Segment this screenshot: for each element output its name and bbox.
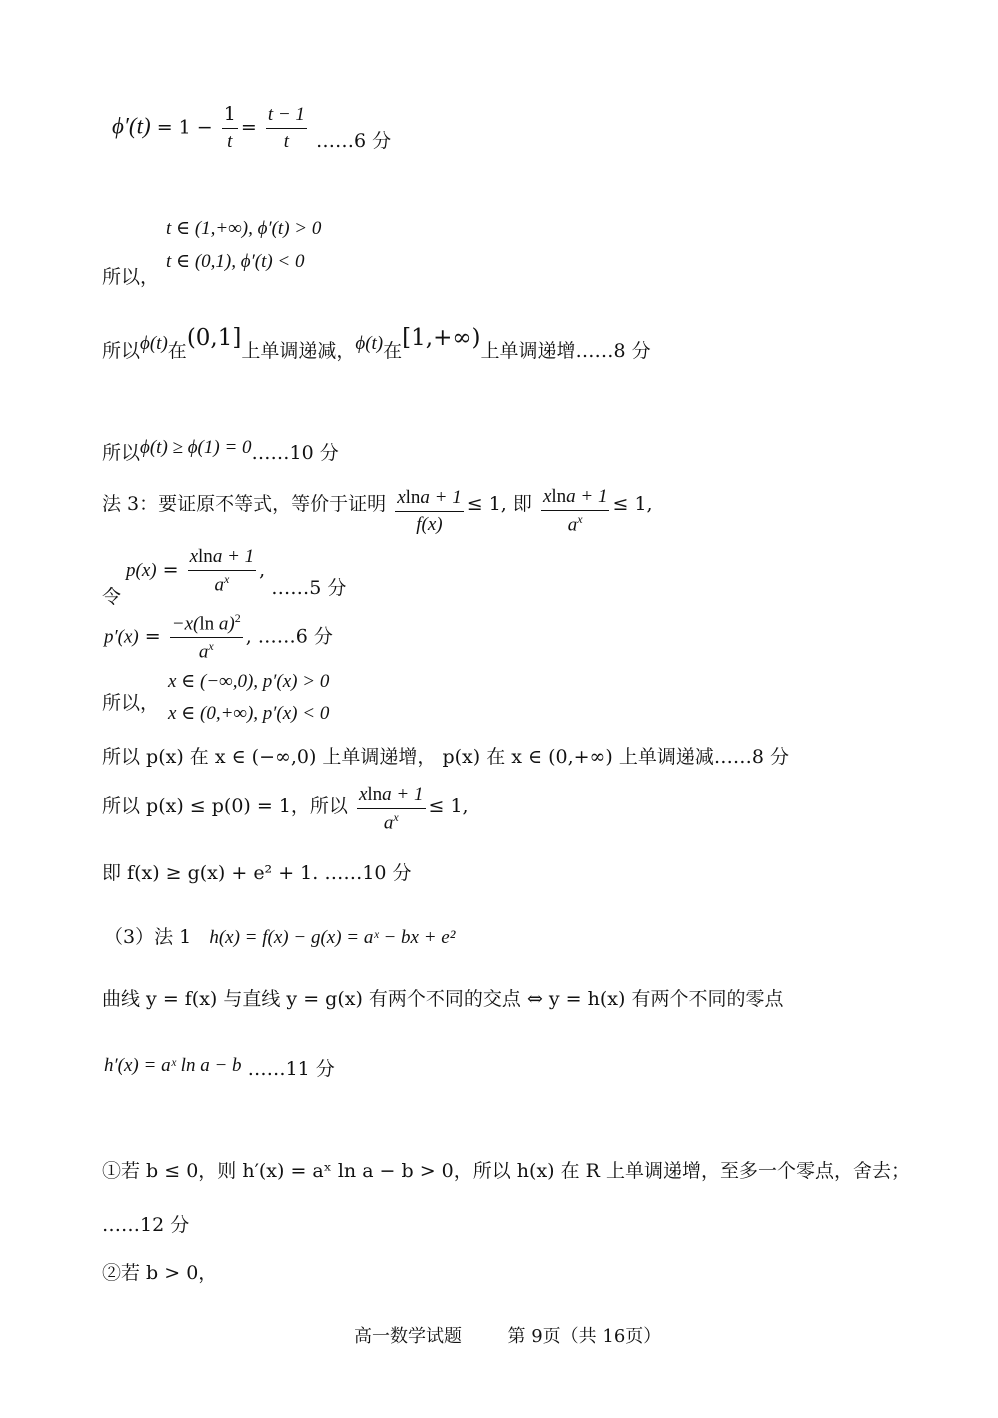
- footer-page-number: 第 9页（共 16页）: [507, 1326, 662, 1347]
- part3-method1-line: （3）法 1 h(x) = f(x) − g(x) = aˣ − bx + e²: [104, 926, 456, 948]
- case2-b-positive-line: ②若 b > 0，: [102, 1262, 218, 1284]
- derivative-phi-line: ϕ′(t) = 1 − $\frac{1}{t}$ = $\frac{t - 1}{t}$ ……6 分: [112, 103, 392, 153]
- page-footer: [354, 1322, 661, 1348]
- phi-case-increasing: t ∈ (1,+∞), ϕ′(t) > 0: [166, 218, 322, 239]
- so-label-1: 所以，: [102, 266, 160, 288]
- score-12-line: ……12 分: [102, 1214, 190, 1236]
- conclusion-line: 即 f(x) ≥ g(x) + e² + 1. ……10 分: [102, 862, 412, 884]
- footer-title: 高一数学试题: [354, 1326, 462, 1347]
- phi-min-line: 所以ϕ(t) ≥ ϕ(1) = 0……10 分: [102, 437, 339, 464]
- so-label-2: 所以，: [102, 692, 160, 714]
- p-case-decreasing: x ∈ (0,+∞), p′(x) < 0: [168, 703, 330, 724]
- method-3-line: 法 3：要证原不等式，等价于证明 $\frac{xlna + 1}{f(x)}$ ≤ 1, 即 $\frac{xlna + 1}{a^x}$ ≤ 1,: [102, 486, 653, 536]
- intersection-line: 曲线 y = f(x) 与直线 y = g(x) 有两个不同的交点 ⇔ y = h(x) 有两个不同的零点: [102, 988, 784, 1010]
- case1-b-nonpositive-line: ①若 b ≤ 0，则 h′(x) = aˣ ln a − b > 0，所以 h(x) 在 R 上单调递增，至多一个零点，舍去；: [102, 1160, 911, 1182]
- h-derivative-line: h′(x) = aˣ ln a − b ……11 分: [104, 1055, 335, 1080]
- p-derivative-line: p′(x) = $\frac{-x(\ln a)^2}{a^x}$ , ……6 分: [104, 611, 333, 663]
- p-definition-line: p(x) = $\frac{xlna + 1}{a^x}$ , ……5 分: [126, 546, 347, 599]
- let-label: 令: [102, 586, 122, 608]
- p-case-increasing: x ∈ (−∞,0), p′(x) > 0: [168, 671, 330, 692]
- phi-case-decreasing: t ∈ (0,1), ϕ′(t) < 0: [166, 251, 305, 272]
- score-6: ……6 分: [315, 130, 392, 153]
- p-monotonic-line: 所以 p(x) 在 x ∈ (−∞,0) 上单调递增， p(x) 在 x ∈ (0,+∞) 上单调递减……8 分: [102, 746, 789, 768]
- monotonic-phi-line: 所以ϕ(t)在(0,1]上单调递减，ϕ(t)在[1,+∞)上单调递增……8 分: [102, 325, 651, 362]
- p-max-line: 所以 p(x) ≤ p(0) = 1，所以 $\frac{xlna + 1}{a^x}$ ≤ 1,: [102, 784, 469, 834]
